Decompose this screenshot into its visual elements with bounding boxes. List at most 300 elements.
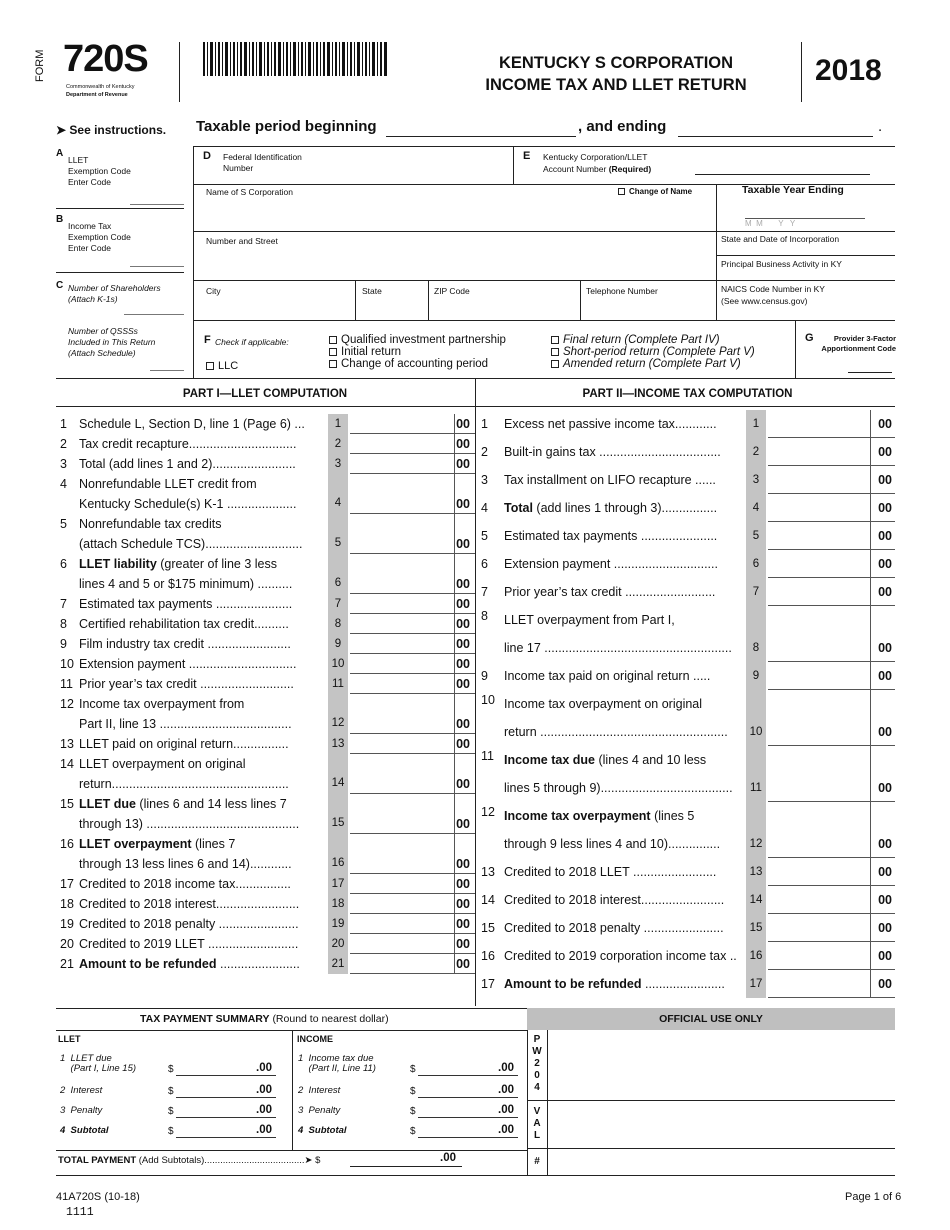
arrow-right-icon: ➤ (56, 123, 67, 137)
corp-name-field[interactable] (206, 200, 706, 228)
part1-line-number: 3 (60, 457, 67, 471)
part2-line-number: 7 (481, 585, 488, 599)
part2-line-text: Credited to 2018 penalty ....................... (504, 921, 724, 935)
part1-cents-divider (454, 434, 455, 454)
part1-line-number: 1 (60, 417, 67, 431)
summary-llet-label: 4 Subtotal (60, 1125, 109, 1136)
part2-amount-cents: 00 (878, 641, 892, 655)
part1-line-number: 16 (60, 837, 74, 851)
part2-line-text: Credited to 2019 corporation income tax .. (504, 949, 737, 963)
part1-line-text: Extension payment ............................... (79, 657, 297, 671)
summary-income-cents: .00 (498, 1124, 514, 1136)
part2-amount-cents: 00 (878, 557, 892, 571)
part2-cents-divider (870, 550, 871, 578)
telephone-label: Telephone Number (586, 286, 658, 296)
qsss-label: Number of QSSSs Included in This Return (Attach Schedule) (68, 326, 156, 358)
part2-line-number: 16 (481, 949, 495, 963)
amended-return-checkbox[interactable]: Amended return (Complete Part V) (551, 358, 741, 370)
summary-llet-field[interactable] (176, 1137, 276, 1138)
part2-line-text: return ...................................................... (504, 725, 728, 739)
period-beginning-field[interactable] (386, 136, 576, 137)
part1-amount-cents: 00 (456, 457, 470, 471)
part2-cents-divider (870, 578, 871, 606)
part1-line-number: 5 (60, 517, 67, 531)
summary-income-dollar: $ (410, 1064, 416, 1075)
summary-income-dollar: $ (410, 1106, 416, 1117)
summary-income-field[interactable] (418, 1137, 518, 1138)
part2-cents-divider (870, 858, 871, 886)
part2-line-text: line 17 ...................................................... (504, 641, 732, 655)
part1-line-text: LLET liability (greater of line 3 less (79, 557, 277, 571)
part2-line-number: 6 (481, 557, 488, 571)
part2-line-box: 17 (746, 970, 766, 998)
corp-name-label: Name of S Corporation (206, 187, 293, 197)
part1-line-number: 12 (60, 697, 74, 711)
summary-income-cents: .00 (498, 1084, 514, 1096)
part1-cents-divider (454, 914, 455, 934)
initial-return-checkbox[interactable]: Initial return (329, 346, 401, 358)
change-of-name-checkbox[interactable]: Change of Name (618, 187, 692, 196)
part1-line-box: 4 (328, 474, 348, 514)
summary-income-field[interactable] (418, 1075, 518, 1076)
part2-cents-divider (870, 606, 871, 662)
part2-line-text: lines 5 through 9)...................................... (504, 781, 733, 795)
part1-line-box: 20 (328, 934, 348, 954)
part1-line-number: 18 (60, 897, 74, 911)
taxable-year-ending-label: Taxable Year Ending (742, 184, 844, 196)
part1-line-number: 20 (60, 937, 74, 951)
part2-line-text: Credited to 2018 interest........................ (504, 893, 725, 907)
part1-cents-divider (454, 954, 455, 974)
part2-line-text: Income tax paid on original return ..... (504, 669, 711, 683)
part1-line-text: (attach Schedule TCS)............................ (79, 537, 303, 551)
part1-line-text: Amount to be refunded ....................... (79, 957, 300, 971)
part1-line-number: 9 (60, 637, 67, 651)
part2-cents-divider (870, 438, 871, 466)
summary-income-dollar: $ (410, 1086, 416, 1097)
part1-line-number: 4 (60, 477, 67, 491)
part1-line-number: 8 (60, 617, 67, 631)
summary-llet-dollar: $ (168, 1106, 174, 1117)
part1-cents-divider (454, 874, 455, 894)
part1-line-text: Kentucky Schedule(s) K-1 .................... (79, 497, 297, 511)
part2-amount-cents: 00 (878, 501, 892, 515)
part2-line-number: 9 (481, 669, 488, 683)
part2-line-box: 14 (746, 886, 766, 914)
part2-line-text: Built-in gains tax ................................... (504, 445, 721, 459)
part1-line-box: 7 (328, 594, 348, 614)
part1-amount-cents: 00 (456, 777, 470, 791)
part1-line-text: Tax credit recapture............................... (79, 437, 297, 451)
fein-label: Federal Identification Number (223, 152, 302, 173)
check-if-applicable-label: Check if applicable: (215, 337, 289, 347)
part2-line-box: 12 (746, 802, 766, 858)
part1-line-text: Film industry tax credit ........................ (79, 637, 291, 651)
part1-line-text: through 13 less lines 6 and 14)............ (79, 857, 292, 871)
part1-cents-divider (454, 634, 455, 654)
part1-amount-cents: 00 (456, 957, 470, 971)
summary-llet-cents: .00 (256, 1104, 272, 1116)
part2-line-text: Income tax due (lines 4 and 10 less (504, 753, 707, 767)
part1-cents-divider (454, 834, 455, 874)
part2-line-box: 7 (746, 578, 766, 606)
period-beginning-label: Taxable period beginning (196, 118, 377, 135)
part1-amount-cents: 00 (456, 437, 470, 451)
part1-line-text: LLET due (lines 6 and 14 less lines 7 (79, 797, 287, 811)
g-apportionment-label: Provider 3-Factor Apportionment Code (821, 334, 896, 353)
summary-income-heading: INCOME (297, 1034, 333, 1044)
part2-cents-divider (870, 886, 871, 914)
part2-line-text: LLET overpayment from Part I, (504, 613, 675, 627)
part2-line-box: 9 (746, 662, 766, 690)
part2-amount-cents: 00 (878, 417, 892, 431)
part1-line-box: 9 (328, 634, 348, 654)
state-incorporation-label: State and Date of Incorporation (721, 234, 840, 244)
part2-amount-cents: 00 (878, 585, 892, 599)
part1-amount-cents: 00 (456, 617, 470, 631)
part2-cents-divider (870, 466, 871, 494)
naics-label-2: (See www.census.gov) (721, 296, 808, 306)
part1-cents-divider (454, 474, 455, 514)
part2-amount-cents: 00 (878, 865, 892, 879)
short-period-checkbox[interactable]: Short-period return (Complete Part V) (551, 346, 755, 358)
part2-line-text: Extension payment .............................. (504, 557, 718, 571)
side-code-val: V A L (533, 1106, 541, 1141)
part2-cents-divider (870, 494, 871, 522)
part2-cents-divider (870, 522, 871, 550)
part1-line-text: Credited to 2019 LLET .......................... (79, 937, 299, 951)
part1-amount-cents: 00 (456, 577, 470, 591)
part2-line-box: 3 (746, 466, 766, 494)
part1-line-text: Income tax overpayment from (79, 697, 245, 711)
llet-exemption-field[interactable] (130, 204, 184, 205)
part1-line-number: 17 (60, 877, 74, 891)
summary-income-dollar: $ (410, 1126, 416, 1137)
part1-line-box: 5 (328, 514, 348, 554)
fein-field[interactable] (330, 150, 505, 180)
summary-income-cents: .00 (498, 1062, 514, 1074)
part1-line-box: 8 (328, 614, 348, 634)
part2-amount-cents: 00 (878, 725, 892, 739)
part1-cents-divider (454, 934, 455, 954)
summary-income-cents: .00 (498, 1104, 514, 1116)
part1-cents-divider (454, 454, 455, 474)
part2-cents-divider (870, 914, 871, 942)
state-label: State (362, 286, 382, 296)
part1-line-text: Credited to 2018 income tax................ (79, 877, 291, 891)
city-label: City (206, 286, 221, 296)
summary-income-label: 3 Penalty (298, 1105, 341, 1116)
part1-amount-cents: 00 (456, 897, 470, 911)
summary-income-label: 4 Subtotal (298, 1125, 347, 1136)
side-code-hash: # (534, 1156, 540, 1167)
part2-line-number: 2 (481, 445, 488, 459)
part1-line-number: 14 (60, 757, 74, 771)
ky-account-label-2: Account Number (Required) (543, 164, 652, 174)
part1-line-box: 19 (328, 914, 348, 934)
part1-line-text: Schedule L, Section D, line 1 (Page 6) ... (79, 417, 305, 431)
summary-title: TAX PAYMENT SUMMARY (Round to nearest dollar) (140, 1013, 389, 1025)
part1-line-text: Credited to 2018 interest........................ (79, 897, 300, 911)
part1-cents-divider (454, 414, 455, 434)
summary-llet-cents: .00 (256, 1084, 272, 1096)
part1-line-number: 15 (60, 797, 74, 811)
part1-line-box: 10 (328, 654, 348, 674)
form-id: 41A720S (10-18) (56, 1191, 140, 1203)
part1-line-box: 12 (328, 694, 348, 734)
part1-line-box: 11 (328, 674, 348, 694)
part2-amount-cents: 00 (878, 669, 892, 683)
zip-label: ZIP Code (434, 286, 470, 296)
summary-llet-cents: .00 (256, 1124, 272, 1136)
street-field[interactable] (206, 248, 706, 276)
part1-line-box: 16 (328, 834, 348, 874)
part2-cents-divider (870, 942, 871, 970)
part1-amount-cents: 00 (456, 817, 470, 831)
total-payment-amount: .00 (440, 1152, 456, 1164)
part2-line-number: 14 (481, 893, 495, 907)
part1-line-box: 14 (328, 754, 348, 794)
total-payment-field[interactable] (350, 1166, 462, 1167)
summary-llet-label: 2 Interest (60, 1085, 103, 1096)
part1-amount-cents: 00 (456, 677, 470, 691)
g-apportionment-field[interactable] (848, 372, 892, 373)
part1-amount-cents: 00 (456, 877, 470, 891)
part1-line-text: return................................................... (79, 777, 289, 791)
part2-amount-cents: 00 (878, 781, 892, 795)
part1-line-box: 17 (328, 874, 348, 894)
part2-cents-divider (870, 746, 871, 802)
part1-amount-cents: 00 (456, 917, 470, 931)
part2-line-number: 1 (481, 417, 488, 431)
part1-cents-divider (454, 594, 455, 614)
part1-line-text: Estimated tax payments ...................... (79, 597, 293, 611)
part1-line-number: 2 (60, 437, 67, 451)
summary-llet-field[interactable] (176, 1097, 276, 1098)
part1-line-box: 18 (328, 894, 348, 914)
summary-income-label: 1 Income tax due (Part II, Line 11) (298, 1053, 376, 1074)
part2-line-box: 5 (746, 522, 766, 550)
summary-llet-field[interactable] (176, 1075, 276, 1076)
part1-line-text: lines 4 and 5 or $175 minimum) .......... (79, 577, 293, 591)
part1-line-text: Part II, line 13 ...................................... (79, 717, 292, 731)
part2-cents-divider (870, 662, 871, 690)
part1-title: PART I—LLET COMPUTATION (182, 388, 348, 400)
change-accounting-checkbox[interactable]: Change of accounting period (329, 358, 488, 370)
part2-line-number: 8 (481, 609, 488, 623)
part2-line-text: Excess net passive income tax............ (504, 417, 717, 431)
income-exemption-field[interactable] (130, 266, 184, 267)
part1-cents-divider (454, 894, 455, 914)
part2-line-box: 16 (746, 942, 766, 970)
part2-line-box: 11 (746, 746, 766, 802)
part2-amount-cents: 00 (878, 445, 892, 459)
part1-line-text: LLET overpayment (lines 7 (79, 837, 236, 851)
form-code: 1111 (66, 1206, 94, 1219)
part1-line-text: LLET paid on original return................ (79, 737, 289, 751)
part1-line-number: 21 (60, 957, 74, 971)
period-ending-label: , and ending (578, 118, 667, 135)
part2-line-text: Amount to be refunded ....................... (504, 977, 725, 991)
part2-line-number: 11 (481, 749, 494, 763)
part2-line-number: 4 (481, 501, 488, 515)
part1-cents-divider (454, 614, 455, 634)
part1-line-text: LLET overpayment on original (79, 757, 246, 771)
part2-line-number: 15 (481, 921, 495, 935)
final-return-checkbox[interactable]: Final return (Complete Part IV) (551, 334, 720, 346)
summary-llet-label: 1 LLET due (Part I, Line 15) (60, 1053, 137, 1074)
part2-line-box: 4 (746, 494, 766, 522)
part1-line-box: 1 (328, 414, 348, 434)
part2-line-box: 10 (746, 690, 766, 746)
part1-cents-divider (454, 674, 455, 694)
part2-line-number: 10 (481, 693, 495, 707)
summary-llet-cents: .00 (256, 1062, 272, 1074)
summary-llet-field[interactable] (176, 1117, 276, 1118)
form-number: 720S (63, 38, 148, 80)
qsss-field[interactable] (150, 370, 184, 371)
part2-amount-cents: 00 (878, 473, 892, 487)
part1-line-number: 10 (60, 657, 74, 671)
part2-amount-cents: 00 (878, 921, 892, 935)
period-ending-field[interactable] (678, 136, 873, 137)
total-payment-label: TOTAL PAYMENT (Add Subtotals)......................................➤ $ (58, 1155, 321, 1166)
income-exemption-label: Income Tax Exemption Code Enter Code (68, 221, 131, 253)
part2-cents-divider (870, 970, 871, 998)
part2-line-box: 8 (746, 606, 766, 662)
part1-cents-divider (454, 694, 455, 734)
part1-line-box: 21 (328, 954, 348, 974)
part2-amount-cents: 00 (878, 893, 892, 907)
part1-cents-divider (454, 554, 455, 594)
tax-year: 2018 (815, 54, 882, 87)
street-label: Number and Street (206, 236, 278, 246)
part2-line-box: 6 (746, 550, 766, 578)
side-code-pw204: P W 2 0 4 (532, 1034, 542, 1093)
part1-line-text: Total (add lines 1 and 2)........................ (79, 457, 296, 471)
part2-line-number: 13 (481, 865, 495, 879)
part1-amount-cents: 00 (456, 537, 470, 551)
summary-income-field[interactable] (418, 1097, 518, 1098)
summary-llet-dollar: $ (168, 1086, 174, 1097)
form-title-line2: INCOME TAX AND LLET RETURN (485, 76, 747, 94)
part2-line-text: Credited to 2018 LLET ........................ (504, 865, 717, 879)
part1-amount-cents: 00 (456, 717, 470, 731)
part1-line-text: Prior year’s tax credit ........................... (79, 677, 294, 691)
part1-line-box: 2 (328, 434, 348, 454)
agency-line1: Commonwealth of Kentucky (66, 84, 135, 90)
part1-line-text: Certified rehabilitation tax credit.......... (79, 617, 289, 631)
page-number: Page 1 of 6 (845, 1191, 902, 1203)
part1-line-box: 6 (328, 554, 348, 594)
part2-line-box: 15 (746, 914, 766, 942)
part1-cents-divider (454, 794, 455, 834)
summary-llet-dollar: $ (168, 1064, 174, 1075)
ky-account-field[interactable] (695, 174, 870, 175)
official-use-label: OFFICIAL USE ONLY (659, 1013, 763, 1025)
form-title-line1: KENTUCKY S CORPORATION (498, 54, 734, 72)
part1-line-box: 15 (328, 794, 348, 834)
part2-line-number: 3 (481, 473, 488, 487)
part1-amount-cents: 00 (456, 417, 470, 431)
shareholders-field[interactable] (124, 314, 184, 315)
part1-line-number: 6 (60, 557, 67, 571)
part2-line-text: Total (add lines 1 through 3)................ (504, 501, 718, 515)
part1-amount-cents: 00 (456, 857, 470, 871)
part1-line-text: Credited to 2018 penalty ....................... (79, 917, 299, 931)
part1-amount-cents: 00 (456, 657, 470, 671)
part1-amount-cents: 00 (456, 637, 470, 651)
part1-line-number: 11 (60, 677, 73, 691)
part1-amount-cents: 00 (456, 597, 470, 611)
llc-checkbox[interactable]: LLC (206, 360, 238, 372)
shareholders-label: Number of Shareholders (Attach K-1s) (68, 283, 161, 304)
naics-label-1: NAICS Code Number in KY (721, 284, 825, 294)
part2-cents-divider (870, 802, 871, 858)
part2-line-text: Income tax overpayment (lines 5 (504, 809, 695, 823)
part2-cents-divider (870, 410, 871, 438)
part1-line-box: 3 (328, 454, 348, 474)
summary-llet-label: 3 Penalty (60, 1105, 103, 1116)
part2-line-text: Tax installment on LIFO recapture ...... (504, 473, 716, 487)
form-word: FORM (34, 49, 46, 82)
part1-line-text: through 13) ............................................ (79, 817, 300, 831)
part1-amount-cents: 00 (456, 937, 470, 951)
part2-line-text: Estimated tax payments ...................... (504, 529, 718, 543)
part1-line-number: 13 (60, 737, 74, 751)
summary-income-field[interactable] (418, 1117, 518, 1118)
part2-line-number: 12 (481, 805, 495, 819)
part1-line-number: 7 (60, 597, 67, 611)
part2-line-number: 5 (481, 529, 488, 543)
summary-llet-heading: LLET (58, 1034, 81, 1044)
part2-amount-cents: 00 (878, 837, 892, 851)
llet-exemption-label: LLET Exemption Code Enter Code (68, 155, 131, 187)
part1-amount-cents: 00 (456, 497, 470, 511)
part2-amount-cents: 00 (878, 949, 892, 963)
ky-account-label-1: Kentucky Corporation/LLET (543, 152, 648, 162)
part1-cents-divider (454, 654, 455, 674)
part1-cents-divider (454, 754, 455, 794)
barcode-image (203, 42, 388, 76)
part1-line-text: Nonrefundable tax credits (79, 517, 222, 531)
part1-cents-divider (454, 514, 455, 554)
part2-line-box: 1 (746, 410, 766, 438)
taxable-year-ending-field[interactable]: M M Y Y (745, 218, 865, 228)
summary-llet-dollar: $ (168, 1126, 174, 1137)
part1-line-text: Nonrefundable LLET credit from (79, 477, 257, 491)
summary-income-label: 2 Interest (298, 1085, 341, 1096)
part1-amount-cents: 00 (456, 737, 470, 751)
part2-amount-cents: 00 (878, 977, 892, 991)
part2-line-box: 13 (746, 858, 766, 886)
part1-line-number: 19 (60, 917, 74, 931)
part1-line-box: 13 (328, 734, 348, 754)
part2-line-number: 17 (481, 977, 495, 991)
agency-line2: Department of Revenue (66, 92, 128, 98)
part2-line-text: through 9 less lines 4 and 10)............... (504, 837, 721, 851)
qip-checkbox[interactable]: Qualified investment partnership (329, 334, 506, 346)
see-instructions: ➤ See instructions. (56, 123, 167, 137)
part2-title: PART II—INCOME TAX COMPUTATION (582, 388, 793, 400)
principal-activity-label: Principal Business Activity in KY (721, 259, 842, 269)
part2-line-text: Prior year’s tax credit .......................... (504, 585, 716, 599)
part2-cents-divider (870, 690, 871, 746)
part2-amount-cents: 00 (878, 529, 892, 543)
part1-cents-divider (454, 734, 455, 754)
part2-line-box: 2 (746, 438, 766, 466)
part2-line-text: Income tax overpayment on original (504, 697, 703, 711)
